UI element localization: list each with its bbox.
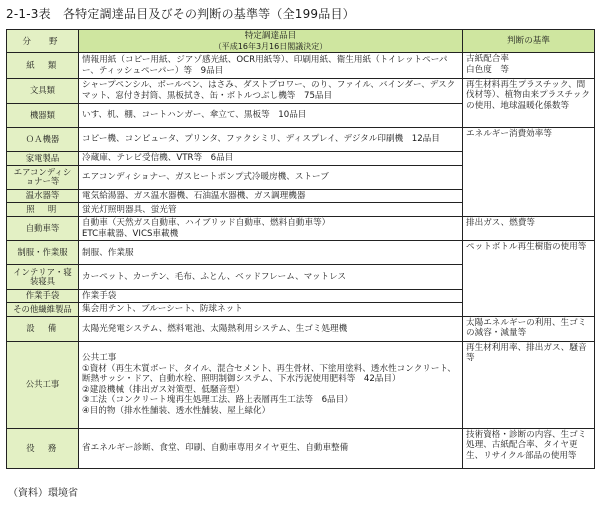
items-cell: 省エネルギー診断、食堂、印刷、自動車専用タイヤ更生、自動車整備 <box>79 428 463 468</box>
table-row <box>7 217 595 241</box>
items-cell: カーペット、カーテン、毛布、ふとん、ベッドフレーム、マットレス <box>79 265 463 289</box>
table-row <box>7 241 595 265</box>
category-cell: 作業手袋 <box>7 289 79 303</box>
items-text: 自動車（天然ガス自動車、ハイブリッド自動車、燃料自動車等） <box>82 218 331 229</box>
items-cell: 制服、作業服 <box>79 241 463 265</box>
items-cell: いす、机、棚、コートハンガー、傘立て、黒板等 10品目 <box>79 103 463 127</box>
category-cell: 紙 類 <box>7 53 79 78</box>
table-row <box>7 428 595 468</box>
category-cell: 温水器等 <box>7 189 79 203</box>
table-row <box>7 316 595 341</box>
criteria-cell: 技術資格・診断の内容、生ゴミ処理、古紙配合率、タイヤ更生、リサイクル部品の使用等 <box>463 428 595 468</box>
items-text: ②建設機械（排出ガス対策型、低騒音型） <box>82 384 245 395</box>
category-cell: インテリア・寝装寝具 <box>7 265 79 289</box>
category-cell: 公共工事 <box>7 341 79 428</box>
criteria-cell: エネルギー消費効率等 <box>463 127 595 216</box>
category-cell: エアコンディショナー等 <box>7 165 79 189</box>
category-cell: 制服・作業服 <box>7 241 79 265</box>
criteria-cell: 再生材利用率、排出ガス、騒音等 <box>463 341 595 428</box>
items-text: 公共工事 <box>82 353 117 364</box>
items-cell: 太陽光発電システム、燃料電池、太陽熱利用システム、生ゴミ処理機 <box>79 316 463 341</box>
criteria-text: 古紙配合率 <box>466 54 509 65</box>
items-text: ④目的物（排水性舗装、透水性舗装、屋上緑化） <box>82 405 271 416</box>
category-cell: 文具類 <box>7 78 79 103</box>
criteria-cell: 排出ガス、燃費等 <box>463 217 595 241</box>
criteria-cell: 再生材料再生プラスチック、間伐材等）、植物由来プラスチックの使用、地球温暖化係数等 <box>463 78 595 127</box>
header-items-note: （平成16年3月16日閣議決定） <box>213 41 328 51</box>
criteria-cell: 太陽エネルギーの利用、生ゴミの減容・減量等 <box>463 316 595 341</box>
items-cell: 電気給湯器、ガス温水器機、石油温水器機、ガス調理機器 <box>79 189 463 203</box>
category-cell: 設 備 <box>7 316 79 341</box>
header-items <box>79 30 463 53</box>
category-cell: 照 明 <box>7 203 79 217</box>
items-text: ③工法（コンクリート塊再生処理工法、路上表層再生工法等 6品目） <box>82 395 353 406</box>
criteria-cell: ペットボトル再生樹脂の使用等 <box>463 241 595 317</box>
category-cell: 役 務 <box>7 428 79 468</box>
items-text: ETC車載器、VICS車載機 <box>82 228 179 239</box>
criteria-text: 白色度 等 <box>466 64 509 75</box>
items-cell: 集会用テント、ブルーシート、防球ネット <box>79 303 463 317</box>
items-cell: 作業手袋 <box>79 289 463 303</box>
table-row <box>7 127 595 151</box>
header-category: 分 野 <box>7 30 79 53</box>
header-row <box>7 30 595 53</box>
items-cell <box>79 217 463 241</box>
items-text: ①資材（再生木質ボード、タイル、混合セメント、再生骨材、下塗用塗料、透水性コンクリート、断熱サッシ・ドア、自動水栓、照明制御システム、下水汚泥使用肥料等 42品目） <box>82 363 456 385</box>
items-cell: 蛍光灯照明器具、蛍光管 <box>79 203 463 217</box>
table-title: 2-1-3表 各特定調達品目及びその判断の基準等（全199品目） <box>6 7 355 21</box>
category-cell: その他繊維製品 <box>7 303 79 317</box>
category-cell: 自動車等 <box>7 217 79 241</box>
items-cell: コピー機、コンピュータ、プリンタ、ファクシミリ、ディスプレイ、デジタル印刷機 12品目 <box>79 127 463 151</box>
category-cell: 機器類 <box>7 103 79 127</box>
table-row <box>7 341 595 428</box>
header-items-label: 特定調達品目 <box>244 31 297 42</box>
items-cell: エアコンディショナー、ガスヒートポンプ式冷暖房機、ストーブ <box>79 165 463 189</box>
source-note: （資料）環境省 <box>8 488 78 499</box>
category-cell: ＯＡ機器 <box>7 127 79 151</box>
items-cell: シャープペンシル、ボールペン、はさみ、ダストブロワー、のり、ファイル、バインダー、デスクマット、窓付き封筒、黒板拭き、缶・ボトルつぶし機等 75品目 <box>79 78 463 103</box>
items-cell: 冷蔵庫、テレビ受信機、VTR等 6品目 <box>79 152 463 166</box>
category-cell: 家電製品 <box>7 152 79 166</box>
items-cell: 情報用紙（コピー用紙、ジアゾ感光紙、OCR用紙等）、印刷用紙、衛生用紙（トイレットペーパー、ティッシュペーパー）等 9品目 <box>79 53 463 78</box>
items-cell <box>79 341 463 428</box>
criteria-cell <box>463 53 595 78</box>
procurement-table <box>6 29 595 469</box>
table-row <box>7 53 595 78</box>
table-row <box>7 78 595 103</box>
header-criteria: 判断の基準 <box>463 30 595 53</box>
